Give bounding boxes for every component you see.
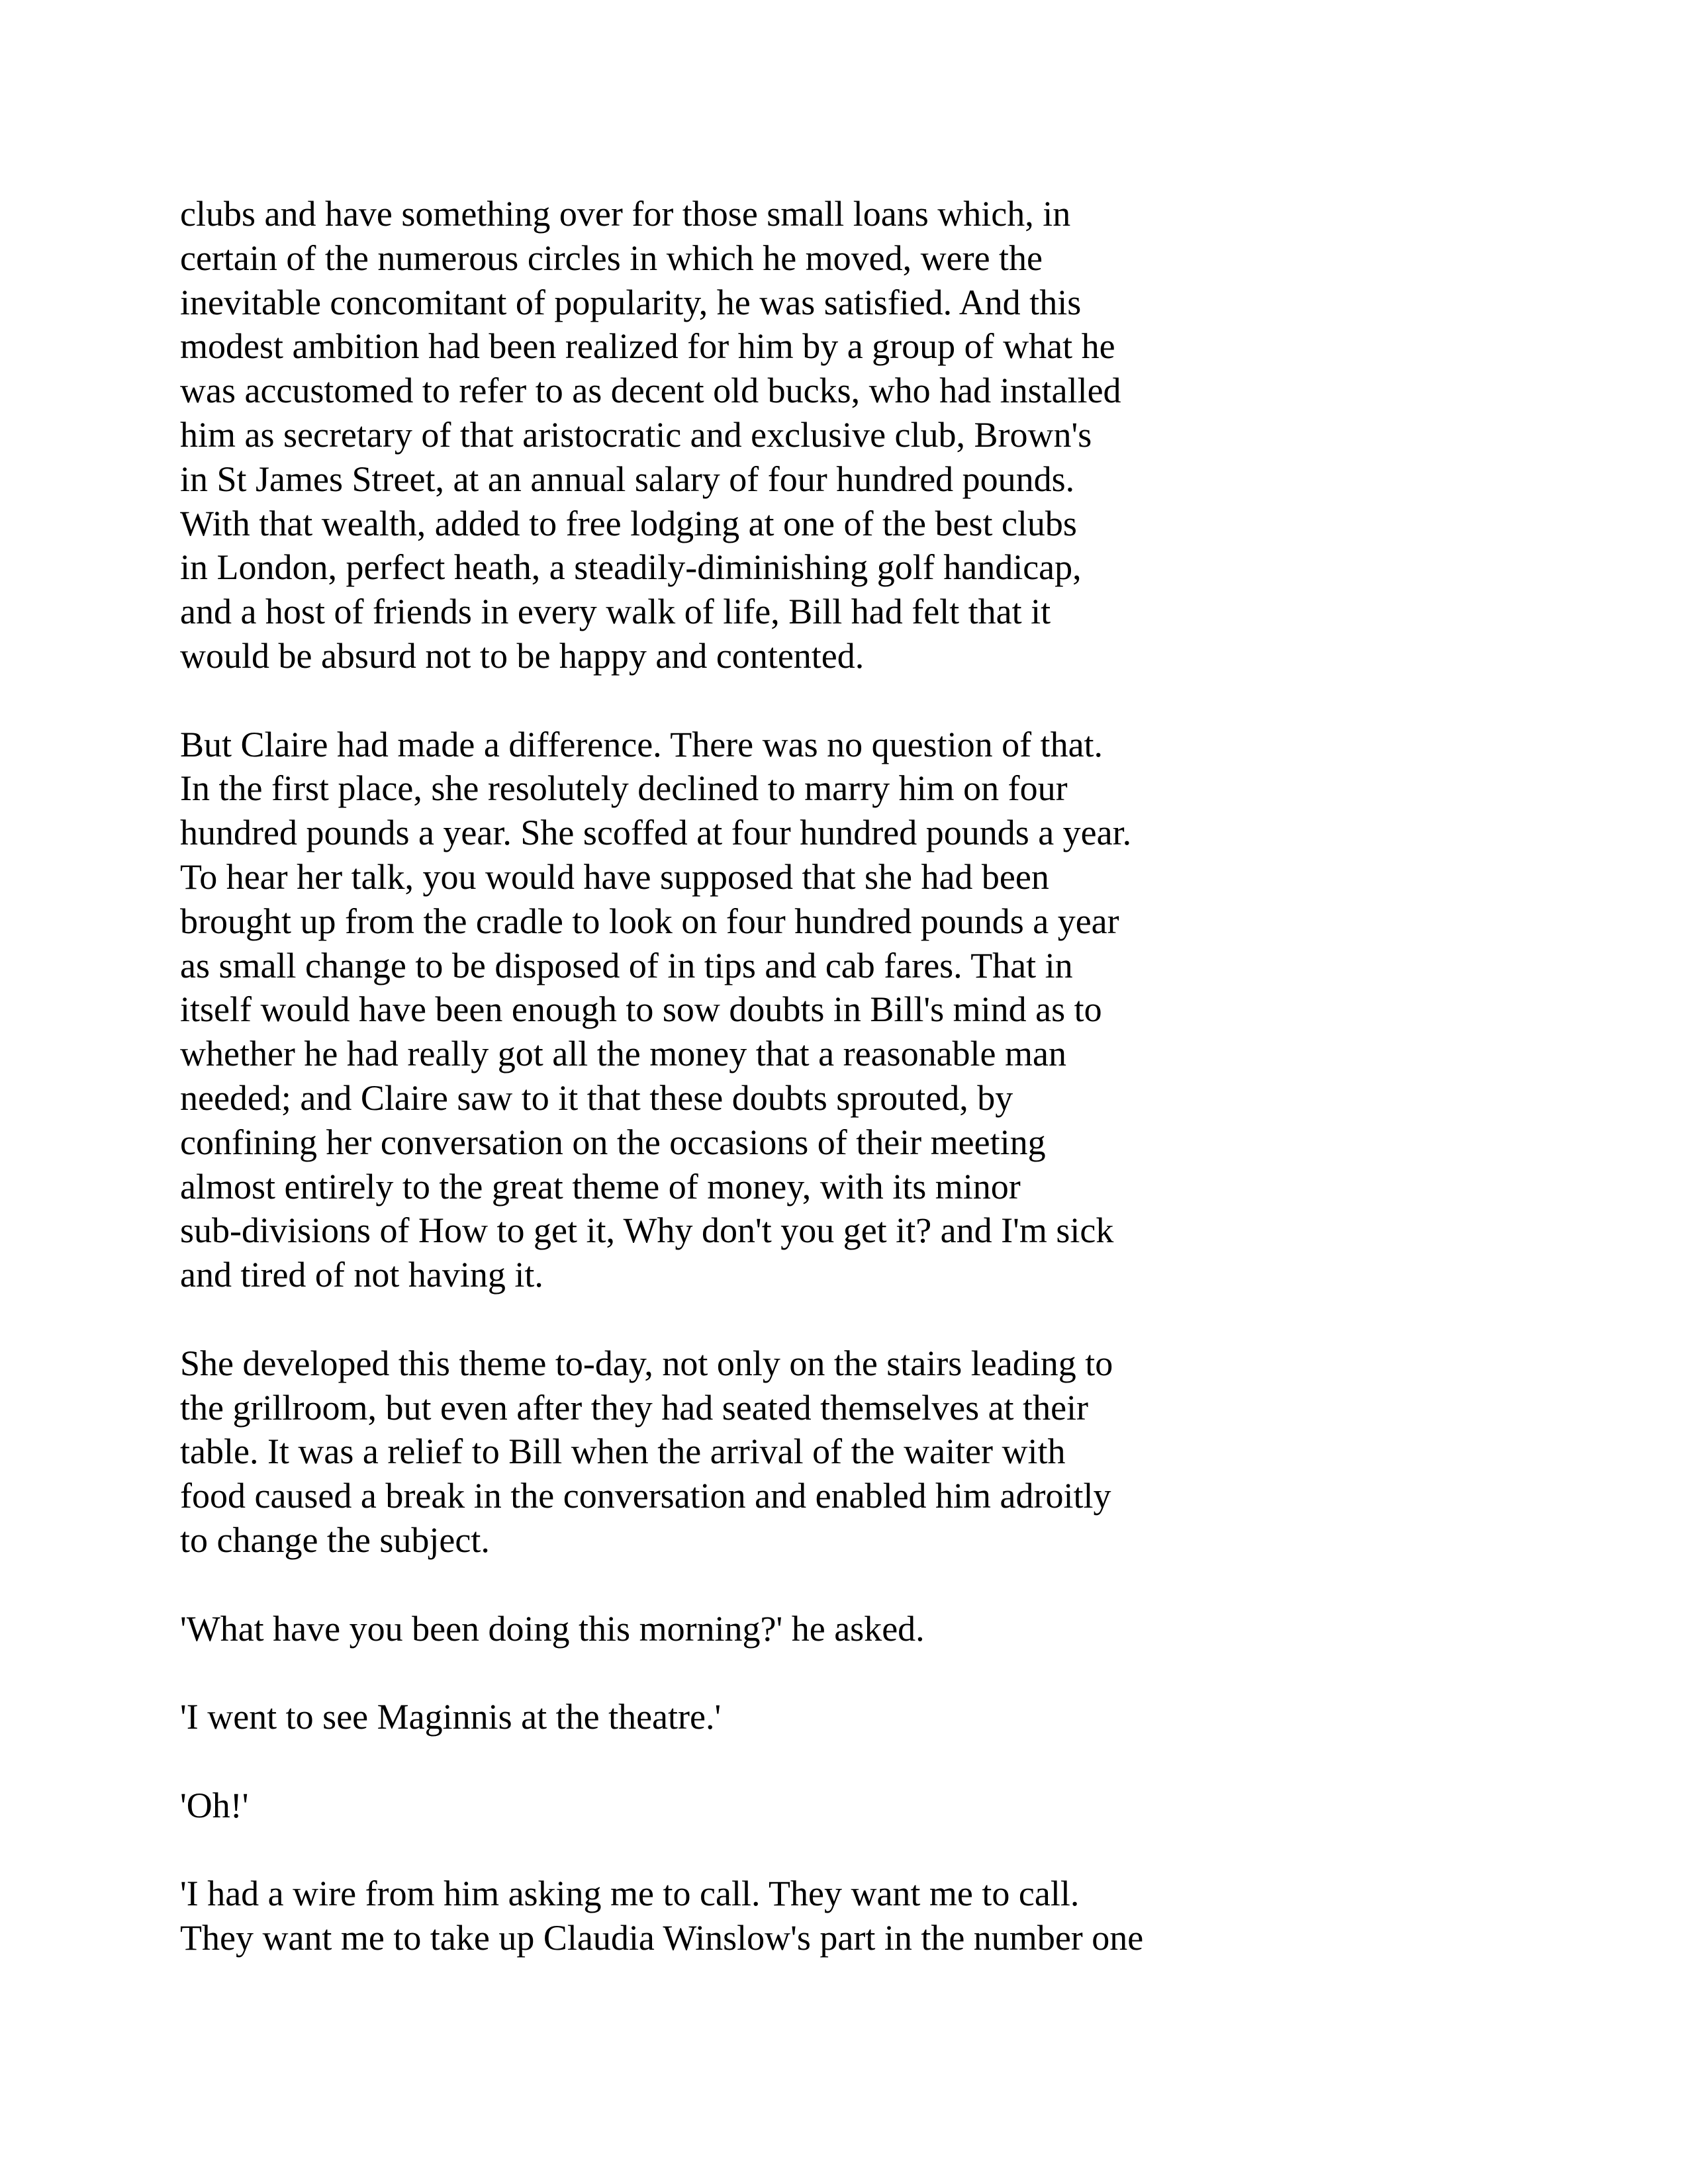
text-line: 'I had a wire from him asking me to call. They want me to call. bbox=[180, 1874, 1080, 1914]
paragraph-1 bbox=[180, 192, 1491, 678]
text-line: brought up from the cradle to look on four hundred pounds a year bbox=[180, 901, 1119, 941]
text-line: food caused a break in the conversation and enabled him adroitly bbox=[180, 1476, 1111, 1516]
text-line: hundred pounds a year. She scoffed at four hundred pounds a year. bbox=[180, 813, 1132, 853]
paragraph-4 bbox=[180, 1607, 1491, 1651]
text-line: and tired of not having it. bbox=[180, 1255, 543, 1295]
text-line: confining her conversation on the occasions of their meeting bbox=[180, 1122, 1046, 1162]
text-line: as small change to be disposed of in tips and cab fares. That in bbox=[180, 945, 1073, 985]
text-line: clubs and have something over for those small loans which, in bbox=[180, 194, 1071, 234]
body-text bbox=[180, 192, 1491, 2005]
text-line: and a host of friends in every walk of life, Bill had felt that it bbox=[180, 592, 1051, 632]
text-line: 'Oh!' bbox=[180, 1785, 249, 1825]
text-line: needed; and Claire saw to it that these doubts sprouted, by bbox=[180, 1077, 1013, 1118]
text-line: 'What have you been doing this morning?' he asked. bbox=[180, 1608, 925, 1649]
text-line: him as secretary of that aristocratic and exclusive club, Brown's bbox=[180, 414, 1092, 455]
text-line: They want me to take up Claudia Winslow's part in the number one bbox=[180, 1918, 1144, 1958]
text-line: In the first place, she resolutely declined to marry him on four bbox=[180, 768, 1068, 809]
text-line: in London, perfect heath, a steadily-diminishing golf handicap, bbox=[180, 547, 1082, 588]
paragraph-5 bbox=[180, 1695, 1491, 1739]
text-line: the grillroom, but even after they had seated themselves at their bbox=[180, 1387, 1089, 1428]
text-line: But Claire had made a difference. There was no question of that. bbox=[180, 724, 1103, 764]
text-line: itself would have been enough to sow doubts in Bill's mind as to bbox=[180, 989, 1102, 1030]
text-line: was accustomed to refer to as decent old bucks, who had installed bbox=[180, 371, 1121, 411]
text-line: inevitable concomitant of popularity, he was satisfied. And this bbox=[180, 282, 1082, 322]
text-line: 'I went to see Maginnis at the theatre.' bbox=[180, 1697, 722, 1737]
paragraph-3 bbox=[180, 1342, 1491, 1563]
text-line: To hear her talk, you would have supposed that she had been bbox=[180, 856, 1049, 897]
paragraph-6 bbox=[180, 1784, 1491, 1828]
text-line: would be absurd not to be happy and contented. bbox=[180, 635, 865, 676]
text-line: almost entirely to the great theme of money, with its minor bbox=[180, 1166, 1021, 1206]
text-line: table. It was a relief to Bill when the arrival of the waiter with bbox=[180, 1432, 1066, 1472]
text-line: modest ambition had been realized for him by a group of what he bbox=[180, 326, 1115, 367]
text-line: in St James Street, at an annual salary of four hundred pounds. bbox=[180, 459, 1075, 499]
text-line: sub-divisions of How to get it, Why don't you get it? and I'm sick bbox=[180, 1210, 1114, 1251]
paragraph-7 bbox=[180, 1872, 1491, 1960]
text-line: to change the subject. bbox=[180, 1520, 490, 1560]
text-line: With that wealth, added to free lodging at one of the best clubs bbox=[180, 503, 1077, 543]
text-line: whether he had really got all the money that a reasonable man bbox=[180, 1034, 1066, 1074]
paragraph-2 bbox=[180, 723, 1491, 1297]
text-line: certain of the numerous circles in which he moved, were the bbox=[180, 238, 1043, 278]
text-line: She developed this theme to-day, not only on the stairs leading to bbox=[180, 1343, 1113, 1383]
